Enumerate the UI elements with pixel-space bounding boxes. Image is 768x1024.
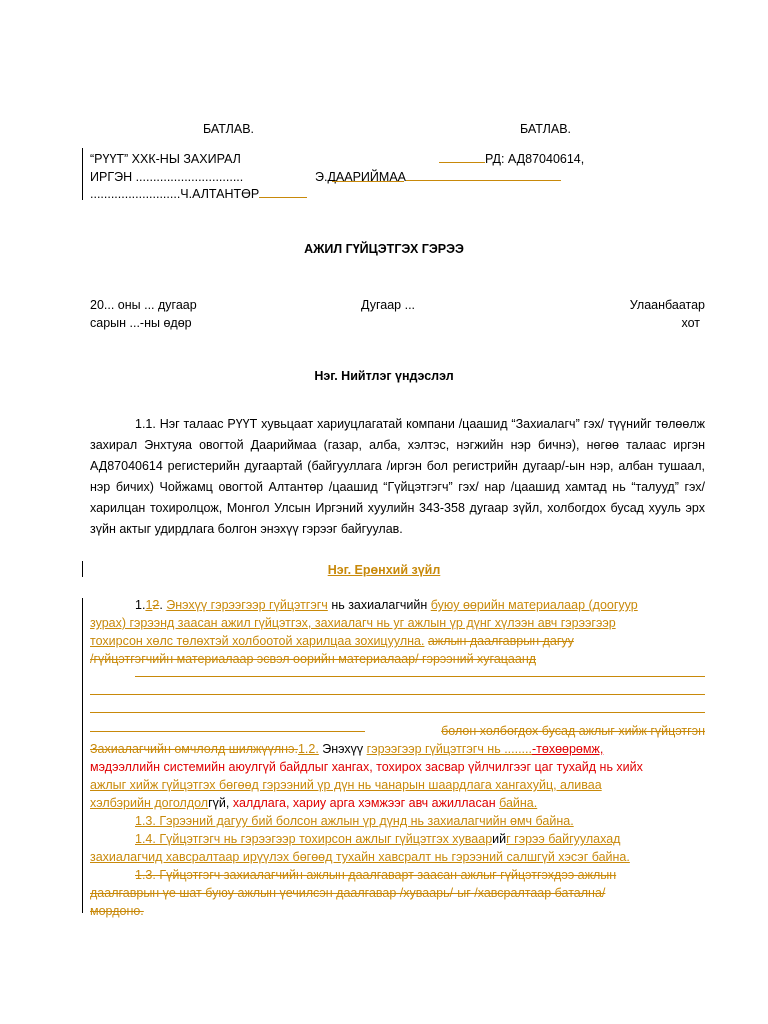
inserted-text: хэлбэрийн доголдол — [90, 796, 209, 810]
blank-line — [90, 694, 705, 695]
blank-underline — [406, 168, 561, 181]
date-line-1: 20... оны ... дугаар — [90, 298, 197, 312]
clause-text: ий — [492, 832, 507, 846]
inserted-text: тохирсон хөлс төлөхтэй холбоотой харилцаа зохицуулна. — [90, 634, 425, 648]
clause-line: ажлыг хийж гүйцэтгэх бөгөөд гэрээний үр дүн нь чанарын шаардлага хангахуйц, аливаа — [90, 778, 602, 792]
clause-number: 1. — [135, 598, 146, 612]
inserted-text: 1 — [145, 598, 153, 612]
change-bar — [82, 598, 83, 913]
inserted-text: байна. — [499, 796, 538, 810]
blank-line — [90, 712, 705, 713]
clause-line — [90, 632, 705, 650]
clause-deleted-line: даалгаврын үе шат буюу ажлын үечилсэн даалгавар /хуваарь/-ыг /хавсралтаар батална/ — [90, 886, 606, 900]
clause-line: 1.12. Энэхүү гэрээгээр гүйцэтгэгч нь захиалагчийн буюу өөрийн материалаар (доогуур — [135, 598, 638, 612]
clause-text: нь захиалагчийн — [331, 598, 428, 612]
clause-line — [90, 794, 705, 812]
approval-left-label: БАТЛАВ. — [203, 122, 255, 136]
inserted-text: г гэрээ байгуулахад — [506, 832, 621, 846]
city-line-1: Улаанбаатар — [629, 298, 705, 312]
registry-line — [439, 150, 584, 168]
registry-number: РД: АД87040614, — [485, 152, 585, 166]
blank-line — [90, 731, 365, 732]
clause-line: /гүйцэтгэгчийн материалаар эсвэл өөрийн материалаар/ гэрээний хугацаанд — [90, 652, 537, 666]
director-name: Э.ДААРИЙМАА — [315, 170, 406, 184]
contractor-name: ..........................Ч.АЛТАНТӨР — [90, 187, 260, 201]
deleted-text: ажлын даалгаврын дагуу — [427, 634, 574, 648]
section-heading-general-basis: Нэг. Нийтлэг үндэслэл — [314, 369, 454, 383]
clause-line: мэдээллийн системийн аюулгүй байдлыг хангах, тохирох засвар үйлчилгээг цаг тухайд нь хийх — [90, 760, 643, 774]
clause-1-4-line: захиалагчид хавсралтаар ирүүлэх бөгөөд тухайн хавсралт нь гэрээний салшгүй хэсэг байна. — [90, 850, 630, 864]
clause-1-4-line — [90, 830, 705, 848]
citizen-line: ИРГЭН ............................... — [90, 170, 244, 184]
clause-deleted-line: мөрдөнө. — [90, 904, 144, 918]
deleted-text: Захиалагчийн өмчлөлд шилжүүлнэ. — [90, 742, 298, 756]
inserted-text: 1.4. Гүйцэтгэгч нь гэрээгээр тохирсон ажлыг гүйцэтгэх хуваар — [135, 832, 493, 846]
contract-number: Дугаар ... — [361, 298, 416, 312]
clause-line — [90, 740, 705, 758]
section-heading-general-provisions: Нэг. Ерөнхий зүйл — [327, 563, 441, 577]
change-bar — [82, 148, 83, 200]
clause-line: зурах) гэрээнд заасан ажил гүйцэтгэх, захиалагч нь уг ажлын үр дүнг хүлээн авч гэрээгээр — [90, 616, 616, 630]
inserted-text: гэрээгээр гүйцэтгэгч нь ........ — [366, 742, 532, 756]
date-line-2: сарын ...-ны өдөр — [90, 316, 192, 330]
blank-underline — [259, 185, 307, 198]
blank-underline — [332, 181, 404, 182]
director-name-line — [315, 168, 561, 186]
inserted-text: халдлага, хариу арга хэмжээг авч ажилласан — [232, 796, 496, 810]
city-line-2: хот — [681, 316, 700, 330]
section-paragraph-1-1: 1.1. Нэг талаас РҮҮТ хувьцаат хариуцлагатай компани /цаашид “Захиалагч” гэх/ түүнийг төлөөлж захирал Энхтуяа овогтой Даариймаа (газар, алба, хэлтэс, нэгжийн нэр бичнэ), нөгөө талаас иргэн АД87040614 регистерийн дугаартай (байгууллага /иргэн бол регистрийн дугаар/-ын нэр, албан тушаал, нэр бичих) Чойжамц овогтой Алтантөр /цаашид “Гүйцэтгэгч” гэх/ нар /цаашид хамтад нь “талууд” гэх/ харилцан тохиролцож, Монгол Улсын Иргэний хуулийн 343-358 дугаар зүйл, холбогдох бусад хууль эрх зүйн актыг удирдлага болгон энэхүү гэрээг байгуулав. — [90, 417, 705, 536]
director-line: “РҮҮТ” ХХК-НЫ ЗАХИРАЛ — [90, 152, 241, 166]
blank-underline — [439, 150, 485, 163]
clause-text: гүй, — [208, 796, 230, 810]
inserted-text: 1.2. — [297, 742, 319, 756]
clause-deleted-line: 1.3. Гүйцэтгэгч захиалагчийн ажлын даалгаварт заасан ажлыг гүйцэтгэхдээ ажлын — [135, 868, 617, 882]
clause-1-3: 1.3. Гэрээний дагуу бий болсон ажлын үр дүнд нь захиалагчийн өмч байна. — [135, 814, 574, 828]
clause-line: болон холбогдох бусад ажлыг хийж гүйцэтгэн — [441, 724, 705, 738]
blank-line — [135, 676, 705, 677]
document-title: АЖИЛ ГҮЙЦЭТГЭХ ГЭРЭЭ — [304, 242, 464, 256]
approval-right-label: БАТЛАВ. — [520, 122, 572, 136]
inserted-text: буюу өөрийн материалаар (доогуур — [430, 598, 638, 612]
clause-text: Энэхүү — [322, 742, 364, 756]
deleted-text: 2 — [152, 598, 160, 612]
inserted-text: Энэхүү гэрээгээр гүйцэтгэгч — [166, 598, 328, 612]
contractor-name-line — [90, 185, 307, 203]
inserted-text: -төхөөрөмж, — [531, 742, 604, 756]
